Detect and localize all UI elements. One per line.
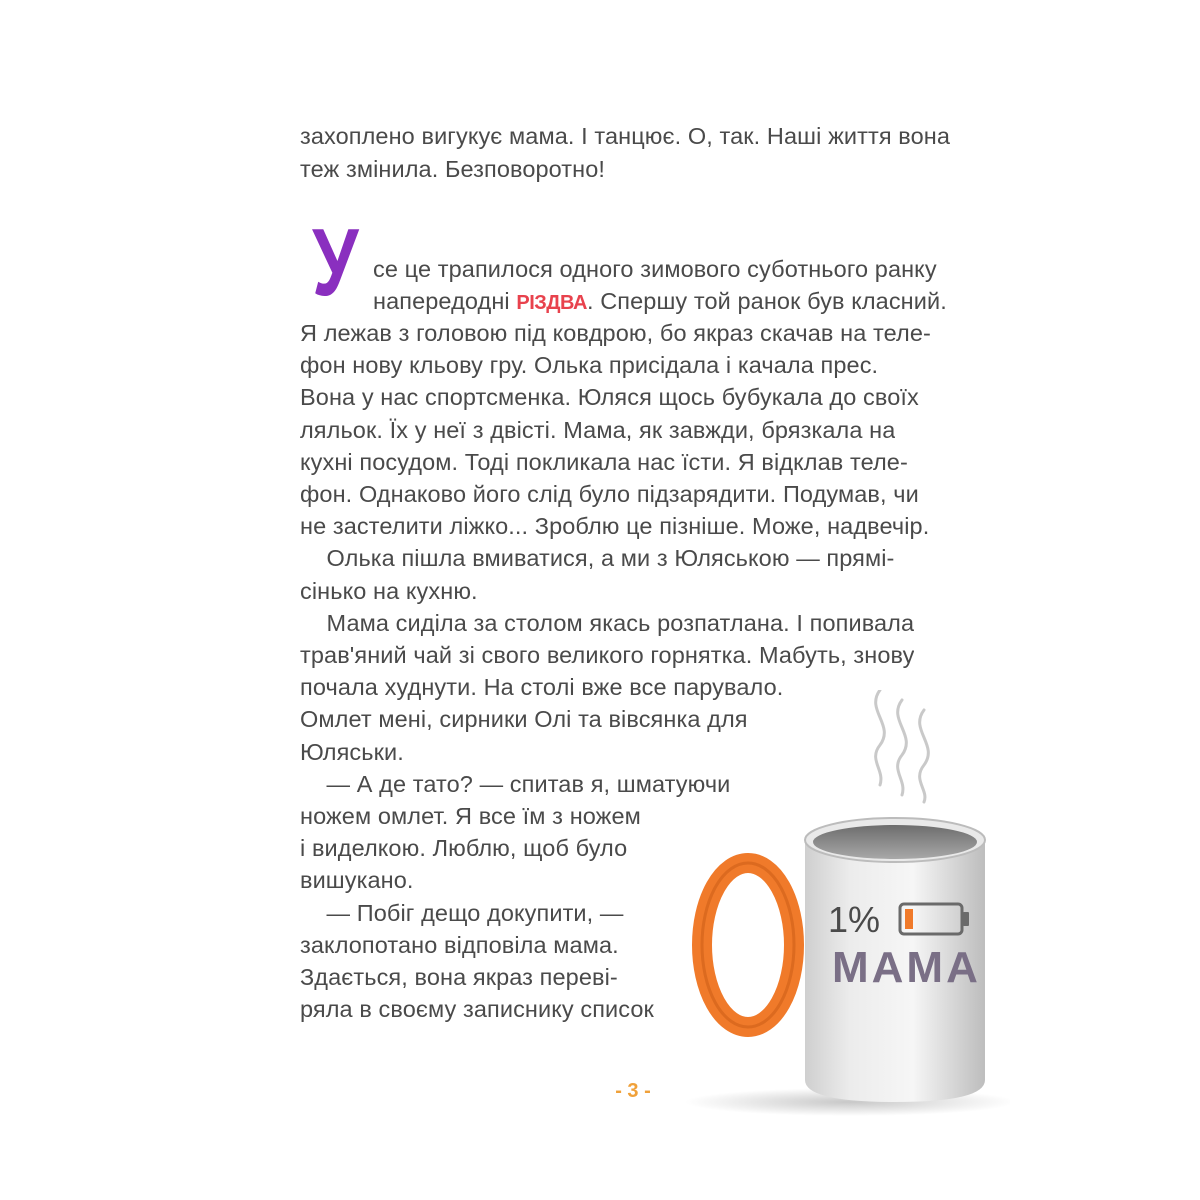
mug-label: МАМА (832, 943, 981, 992)
keyword-christmas: РІЗДВА (516, 292, 587, 314)
body-line: почала худнути. На столі вже все парувало. (300, 674, 784, 701)
page-number: - 3 - (615, 1080, 651, 1102)
body-line: Здається, вона якраз переві- (300, 964, 618, 990)
mug-svg (680, 690, 1010, 1120)
body-line: не застелити ліжко... Зроблю це пізніше. Може, надвечір. (300, 513, 930, 540)
second-line-after: . Спершу той ранок був класний. (586, 288, 947, 314)
body-line: Омлет мені, сирники Олі та вівсянка для (300, 706, 748, 733)
body-line: вишукано. (300, 867, 414, 894)
body-line: трав'яний чай зі свого великого горнятка. Мабуть, знову (300, 642, 915, 668)
body-line: фон. Однаково його слід було підзарядити. Подумав, чи (300, 481, 919, 507)
body-line: Вона у нас спортсменка. Юляся щось бубукала до своїх (300, 384, 919, 411)
body-line: ряла в своєму записнику список (300, 996, 654, 1023)
body-line: ляльок. Їх у неї з двісті. Мама, як завжди, брязкала на (300, 416, 896, 443)
body-line: і виделкою. Люблю, щоб було (300, 835, 628, 862)
body-line: Олька пішла вмиватися, а ми з Юляською — прямі- (300, 545, 895, 572)
body-line: ножем омлет. Я все їм з ножем (300, 803, 641, 829)
drop-cap-letter: У (312, 209, 359, 316)
battery-percent: 1% (828, 899, 881, 940)
body-line: кухні посудом. Тоді покликала нас їсти. Я відклав теле- (300, 448, 908, 475)
second-line-before: напередодні (373, 288, 517, 314)
mug-inside (813, 825, 977, 859)
body-line: заклопотано відповіла мама. (300, 931, 619, 958)
body-line: фон нову кльову гру. Олька присідала і качала прес. (300, 352, 879, 379)
body-line: Я лежав з головою під ковдрою, бо якраз скачав на теле- (300, 320, 931, 346)
mug-handle (702, 863, 794, 1027)
intro-line-1: захоплено вигукує мама. І танцює. О, так. Наші життя вона (300, 123, 951, 149)
intro-line-2: теж змінила. Безповоротно! (300, 156, 606, 182)
second-line (373, 285, 947, 317)
body-line: сінько на кухню. (300, 577, 478, 604)
mug-illustration (680, 690, 1010, 1120)
body-line: — А де тато? — спитав я, шматуючи (300, 770, 731, 797)
body-line: — Побіг дещо докупити, — (300, 899, 624, 926)
body-line: Юляськи. (300, 738, 404, 765)
steam-icon (876, 690, 929, 802)
body-line: Мама сиділа за столом якась розпатлана. І попивала (300, 609, 915, 636)
first-line: се це трапилося одного зимового суботнього ранку (373, 256, 937, 282)
